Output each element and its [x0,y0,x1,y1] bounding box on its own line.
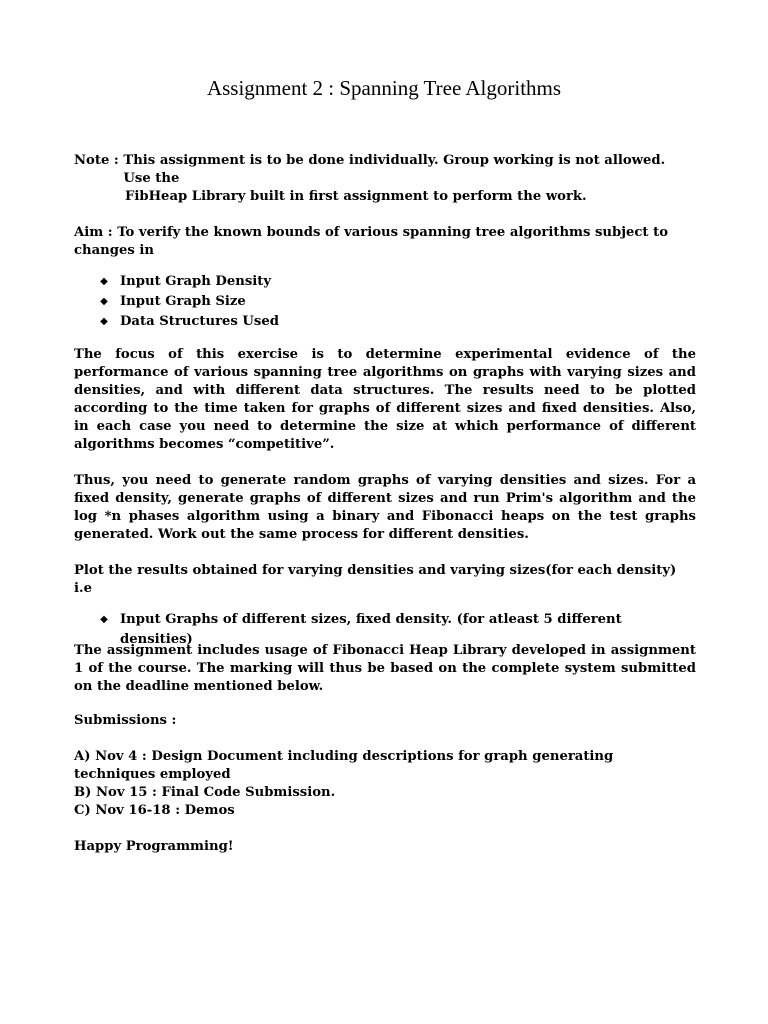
closing-paragraph: The assignment includes usage of Fibonacci Heap Library developed in assignment 1 of the course. The marking will thus be based on the complete system submitted on the deadline mentioned below. [74,643,696,694]
method-paragraph: Thus, you need to generate random graphs of varying densities and sizes. For a fixed density, generate graphs of different sizes and run Prim's algorithm and the log *n phases algorithm using a binary and Fibonacci heaps on the test graphs generated. Work out the same process for different densities. [74,473,696,542]
diamond-bullet-icon: ◆ [100,316,108,327]
bullet-text: Input Graphs of different sizes, fixed density. (for atleast 5 different densities) [120,612,622,647]
plot-paragraph: Plot the results obtained for varying densities and varying sizes(for each density) i.e [74,563,677,596]
list-item [74,272,696,292]
document-body [74,152,696,856]
note-line-2: FibHeap Library built in first assignment to perform the work. [125,189,587,204]
list-item: A) Nov 4 : Design Document including descriptions for graph generating techniques employed [74,749,614,782]
diamond-bullet-icon: ◆ [100,614,108,625]
bullet-text: Input Graph Size [120,294,246,309]
bullet-text: Data Structures Used [120,314,279,329]
list-item [74,610,696,647]
bullet-text: Input Graph Density [120,274,272,289]
submissions-heading: Submissions : [74,713,177,728]
diamond-bullet-icon: ◆ [100,276,108,287]
note-paragraph [74,152,696,188]
note-label: Note : [74,153,124,168]
plot-bullet-list [74,610,696,647]
list-item: B) Nov 15 : Final Code Submission. [74,785,336,800]
aim-paragraph: Aim : To verify the known bounds of various spanning tree algorithms subject to changes in [74,225,668,258]
aim-bullet-list [74,272,696,332]
note-text [123,152,696,188]
sign-off: Happy Programming! [74,839,234,854]
document-title: Assignment 2 : Spanning Tree Algorithms [206,76,562,100]
note-line-1: This assignment is to be done individually. Group working is not allowed. Use the [123,153,666,186]
list-item [74,292,696,312]
focus-paragraph: The focus of this exercise is to determine experimental evidence of the performance of various spanning tree algorithms on graphs with varying sizes and densities, and with different data structures. The results need to be plotted according to the time taken for graphs of different sizes and fixed densities. Also, in each case you need to determine the size at which performance of different algorithms becomes “competitive”. [74,347,696,452]
list-item [74,312,696,332]
diamond-bullet-icon: ◆ [100,296,108,307]
submissions-list [74,748,696,820]
list-item: C) Nov 16-18 : Demos [74,803,235,818]
